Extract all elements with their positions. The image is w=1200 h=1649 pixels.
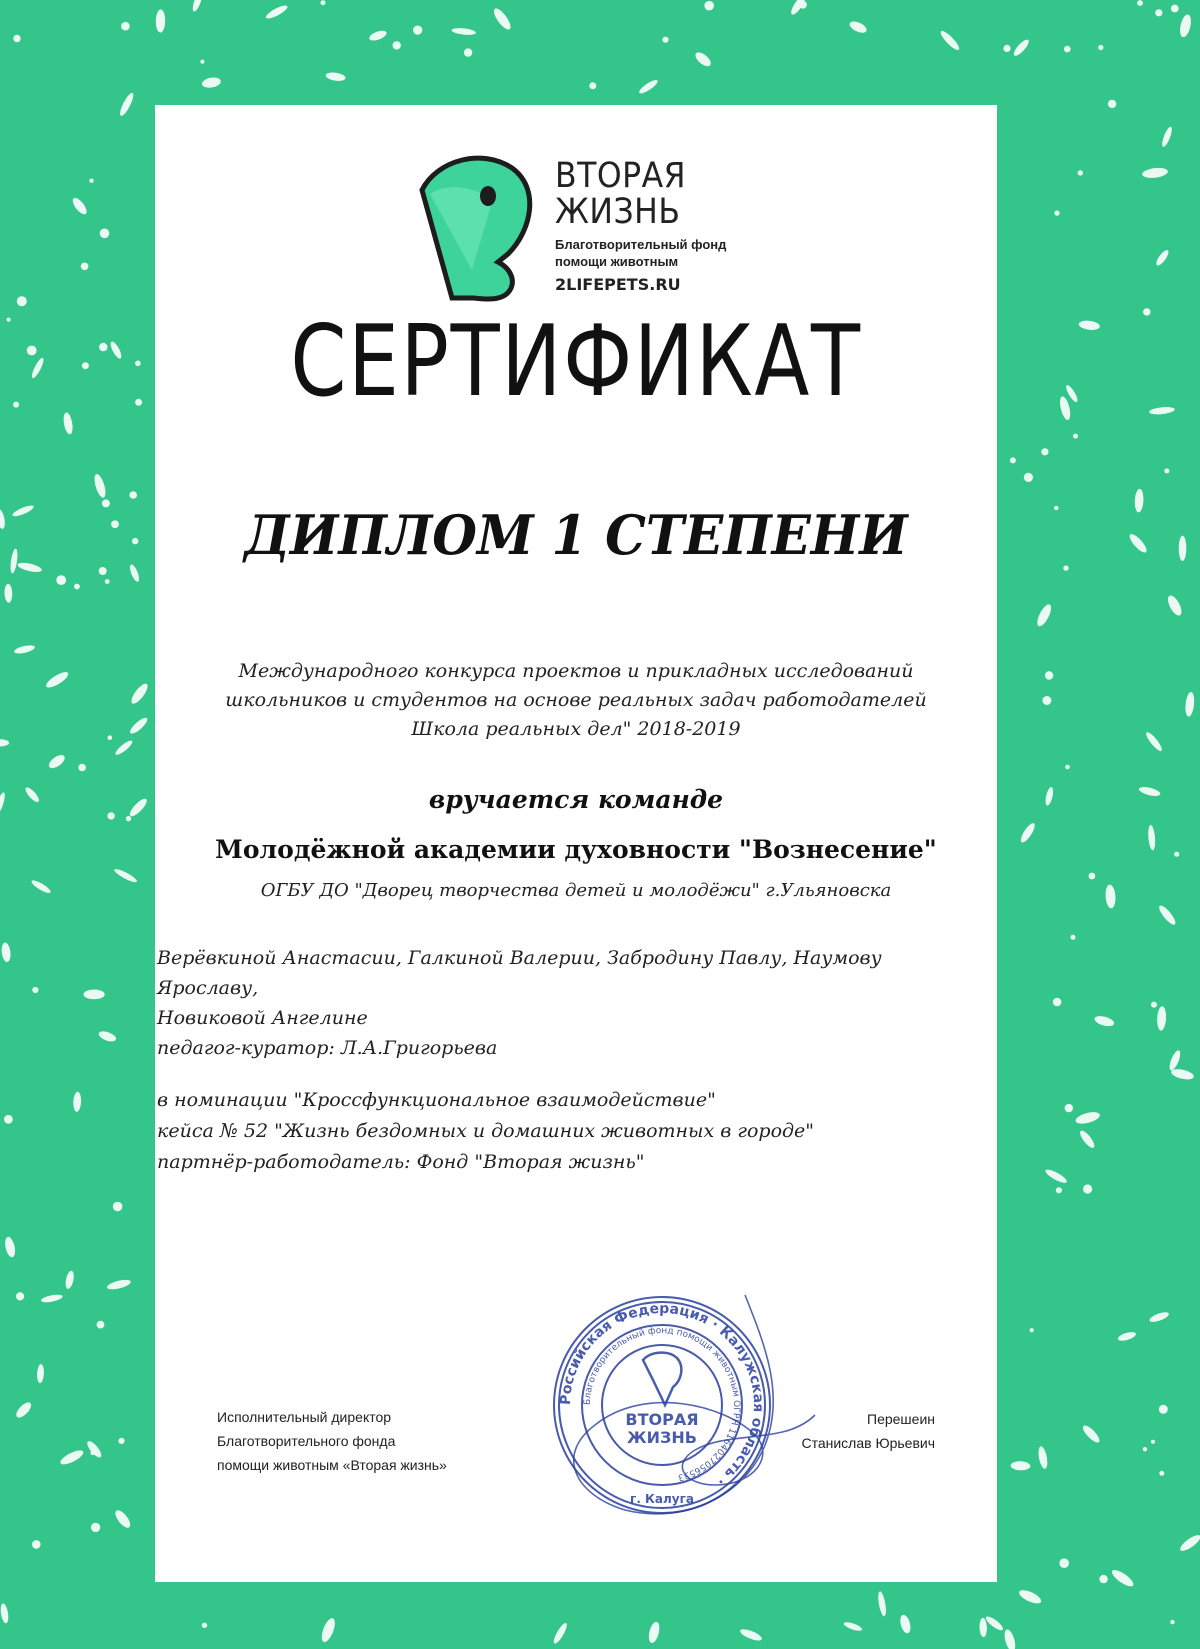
nomination-block [157, 1085, 987, 1178]
signatory-given-names: Станислав Юрьевич [801, 1435, 935, 1451]
logo-desc-line1: Благотворительный фонд [555, 237, 727, 252]
contest-line: Школа реальных дел" 2018-2019 [411, 718, 741, 740]
certificate-sheet [155, 105, 997, 1582]
organization-name: ОГБУ ДО "Дворец творчества детей и молодёжи" г.Ульяновска [260, 880, 892, 901]
logo-desc-line2: помощи животным [555, 254, 679, 269]
stamp-inner-text: Благотворительный фонд помощи животным ОГРН 1164027056533 [582, 1325, 742, 1483]
certificate-title: СЕРТИФИКАТ [290, 305, 862, 419]
team-members [157, 943, 987, 1063]
svg-text:Благотворительный фонд помощи [583, 1326, 741, 1482]
contest-line: школьников и студентов на основе реальных задач работодателей [225, 689, 927, 711]
stamp-outer-text: Российская Федерация · Калужская область · [557, 1300, 767, 1490]
logo-name-line2: ЖИЗНЬ [555, 192, 681, 232]
nomination-line: в номинации "Кроссфункциональное взаимодействие" [157, 1089, 716, 1111]
partner-line: партнёр-работодатель: Фонд "Вторая жизнь" [157, 1151, 645, 1173]
awarded-to-label: вручается команде [428, 785, 724, 814]
curator-line: педагог-куратор: Л.А.Григорьева [157, 1037, 498, 1059]
logo-wordmark [555, 158, 686, 230]
logo-description [555, 236, 726, 270]
contest-description [155, 657, 997, 744]
logo-site: 2LIFEPETS.RU [555, 275, 681, 294]
case-line: кейса № 52 "Жизнь бездомных и домашних животных в городе" [157, 1120, 815, 1142]
position-line: Благотворительного фонда [217, 1433, 396, 1449]
team-name: Молодёжной академии духовности "Вознесение" [215, 835, 937, 864]
stamp-center-line1: ВТОРАЯ [625, 1410, 699, 1429]
stamp-center-line2: ЖИЗНЬ [627, 1428, 697, 1447]
stamp-city: г. Калуга [630, 1492, 694, 1506]
dog-head-logo-icon [412, 150, 552, 310]
members-line: Новиковой Ангелине [157, 1007, 368, 1029]
diploma-degree: ДИПЛОМ 1 СТЕПЕНИ [244, 503, 908, 567]
signatory-surname: Перешеин [867, 1411, 935, 1427]
logo-name-line1: ВТОРАЯ [555, 156, 687, 196]
signatory-position [217, 1405, 447, 1477]
position-line: помощи животным «Вторая жизнь» [217, 1457, 447, 1473]
members-line: Верёвкиной Анастасии, Галкиной Валерии, Забродину Павлу, Наумову Ярославу, [157, 947, 882, 999]
contest-line: Международного конкурса проектов и прикладных исследований [238, 660, 914, 682]
foundation-stamp [455, 1255, 855, 1555]
position-line: Исполнительный директор [217, 1409, 392, 1425]
stamp-dog-icon [643, 1353, 681, 1405]
